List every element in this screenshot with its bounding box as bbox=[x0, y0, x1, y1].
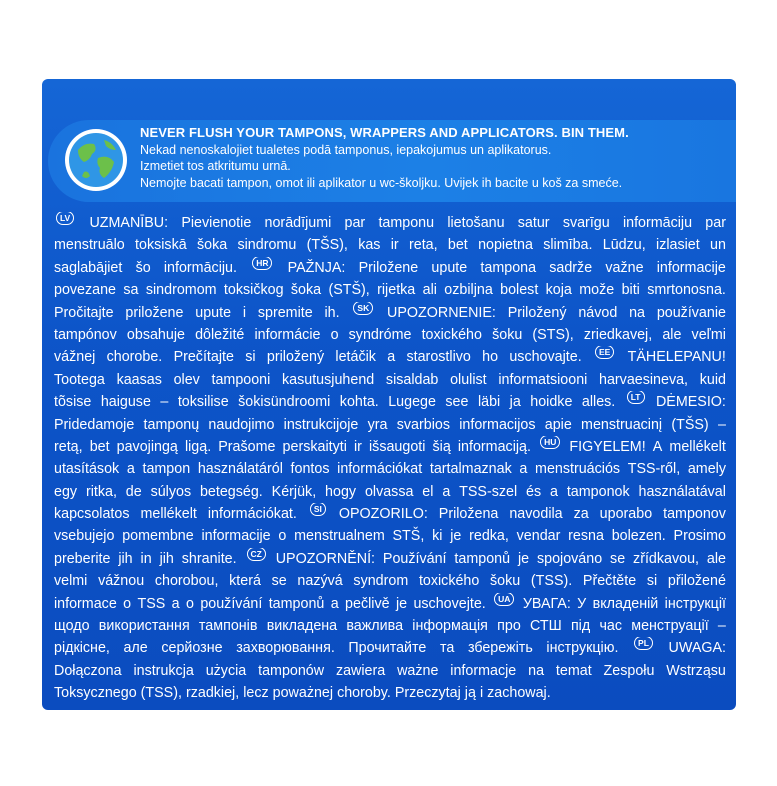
text-line bbox=[54, 525, 726, 547]
word: a bbox=[550, 483, 558, 500]
word: tampónov bbox=[54, 326, 117, 343]
word: lietošanu bbox=[447, 215, 505, 231]
word: harvaesineva, bbox=[599, 371, 689, 388]
word: lecz bbox=[243, 685, 269, 702]
word: na bbox=[528, 662, 545, 679]
text-line bbox=[54, 414, 726, 436]
word: važne bbox=[605, 259, 644, 276]
text-line bbox=[54, 481, 726, 503]
word: PAŽNJA: bbox=[287, 259, 346, 276]
word: hoidke bbox=[530, 394, 573, 411]
word: in bbox=[140, 550, 152, 567]
word: si bbox=[646, 573, 658, 590]
word: izlasiet bbox=[656, 237, 700, 254]
word: išsaugoti bbox=[369, 438, 426, 455]
word: kohta. bbox=[339, 394, 379, 411]
word: šokisündroomi bbox=[238, 394, 331, 411]
word: par bbox=[344, 215, 366, 231]
word: використання bbox=[98, 618, 190, 635]
word: СТШ bbox=[530, 618, 562, 635]
word: (TŠS) bbox=[671, 416, 709, 433]
word: kaasas bbox=[116, 371, 162, 388]
language-code-badge: EE bbox=[595, 346, 614, 359]
word: povezane bbox=[54, 282, 117, 299]
word: інструкції bbox=[664, 595, 726, 612]
word: hogy bbox=[325, 483, 357, 500]
word: priložene bbox=[125, 304, 184, 321]
disposal-warning bbox=[140, 125, 730, 191]
word: i bbox=[479, 685, 484, 702]
word: У bbox=[577, 595, 587, 612]
word: je bbox=[395, 595, 408, 612]
word: vendar bbox=[516, 528, 561, 545]
language-code-badge: UA bbox=[494, 593, 514, 606]
word: se bbox=[271, 573, 287, 590]
word: je bbox=[517, 550, 530, 567]
word: fontos bbox=[290, 461, 330, 478]
word: informāciju. bbox=[163, 259, 237, 276]
word: može bbox=[579, 282, 615, 299]
word: vsebujejo bbox=[54, 528, 115, 545]
word: šoka bbox=[196, 237, 228, 254]
word: jih bbox=[159, 550, 174, 567]
word: svarīgu bbox=[562, 215, 610, 231]
word: temat bbox=[555, 662, 592, 679]
word: információkat bbox=[337, 461, 423, 478]
word: upute bbox=[195, 304, 232, 321]
word: tamponų bbox=[143, 416, 200, 433]
word: a bbox=[126, 461, 135, 478]
text-line bbox=[54, 593, 726, 615]
word: see bbox=[445, 394, 469, 411]
word: saglabājiet bbox=[54, 259, 123, 276]
word: obsahuje bbox=[126, 326, 185, 343]
word: používání bbox=[200, 595, 263, 612]
word: súlyos bbox=[150, 483, 192, 500]
word: TSS bbox=[137, 595, 166, 612]
word: za bbox=[573, 506, 589, 523]
word: sa bbox=[123, 282, 139, 299]
word: syndrom bbox=[353, 573, 409, 590]
text-line bbox=[54, 503, 726, 525]
text-line bbox=[54, 458, 726, 480]
word: upute bbox=[431, 259, 468, 276]
word: викладена bbox=[266, 618, 338, 635]
text-line bbox=[54, 234, 726, 256]
word: tamponů bbox=[454, 550, 511, 567]
text-line bbox=[54, 570, 726, 592]
word: Lugege bbox=[388, 394, 436, 411]
word: Pridedamoje bbox=[54, 416, 135, 433]
word: Dołączona bbox=[54, 662, 122, 679]
word: velmi bbox=[54, 573, 88, 590]
word: важлива bbox=[346, 618, 404, 635]
word: olulist bbox=[450, 371, 487, 388]
word: Wstrząsu bbox=[666, 662, 726, 679]
word: a bbox=[519, 461, 528, 478]
word: menstruációs bbox=[535, 461, 621, 478]
word: vážnou bbox=[98, 573, 145, 590]
word: Priložena bbox=[438, 506, 499, 523]
word: smrtonosna. bbox=[647, 282, 726, 299]
globe-icon bbox=[64, 128, 128, 192]
word: informácie bbox=[254, 326, 321, 343]
word: chorobou, bbox=[154, 573, 219, 590]
word: menstruālo bbox=[54, 237, 125, 254]
word: kapcsolatos bbox=[54, 506, 130, 523]
word: resna bbox=[568, 528, 604, 545]
text-line bbox=[54, 548, 726, 570]
word: a bbox=[387, 349, 396, 366]
word: TÄHELEPANU! bbox=[627, 349, 726, 366]
word: Přečtěte bbox=[582, 573, 637, 590]
word: informace bbox=[54, 595, 117, 612]
word: chorobe. bbox=[106, 349, 163, 366]
word: betegség. bbox=[199, 483, 263, 500]
word: nazývá bbox=[297, 573, 343, 590]
word: naudojimo bbox=[208, 416, 275, 433]
text-line bbox=[54, 257, 726, 279]
word: toxického bbox=[418, 573, 480, 590]
word: šią bbox=[432, 438, 451, 455]
word: tamponů bbox=[268, 595, 325, 612]
text-line bbox=[54, 302, 726, 324]
word: o bbox=[278, 528, 287, 545]
word: toxického bbox=[421, 326, 482, 343]
word: ale bbox=[706, 550, 726, 567]
word: tampooni bbox=[211, 371, 271, 388]
word: ważne bbox=[397, 662, 439, 679]
word: veľmi bbox=[691, 326, 726, 343]
word: ritka, bbox=[85, 483, 117, 500]
word: instrukcja bbox=[133, 662, 194, 679]
warning-latvian-2: Izmetiet tos atkritumu urnā. bbox=[140, 159, 291, 173]
text-line bbox=[54, 369, 726, 391]
word: bolezen. bbox=[611, 528, 666, 545]
word: se bbox=[610, 550, 626, 567]
word: přiložené bbox=[667, 573, 726, 590]
word: o bbox=[330, 326, 339, 343]
word: TSS-szel bbox=[459, 483, 518, 500]
word: norādījumi bbox=[264, 215, 332, 231]
word: – bbox=[717, 416, 726, 433]
text-line bbox=[54, 324, 726, 346]
word: sindromu bbox=[237, 237, 297, 254]
word: syndróme bbox=[348, 326, 412, 343]
word: läbi bbox=[477, 394, 501, 411]
text-line bbox=[54, 436, 726, 458]
language-code-badge: SI bbox=[310, 503, 326, 516]
word: toksilise bbox=[177, 394, 229, 411]
language-code-badge: LT bbox=[627, 391, 645, 404]
language-code-badge: HU bbox=[540, 436, 560, 449]
word: Prašome bbox=[218, 438, 276, 455]
word: інформація bbox=[412, 618, 488, 635]
word: Zespołu bbox=[603, 662, 655, 679]
word: poważnej bbox=[272, 685, 334, 702]
text-line bbox=[54, 660, 726, 682]
word: šoku bbox=[492, 326, 523, 343]
multilingual-warning-text bbox=[54, 212, 726, 702]
word: uschovajte. bbox=[509, 349, 582, 366]
word: інструкцію. bbox=[546, 640, 619, 657]
word: a bbox=[330, 595, 339, 612]
language-code-badge: LV bbox=[56, 212, 74, 225]
word: spremite bbox=[257, 304, 313, 321]
word: zachowaj. bbox=[487, 685, 551, 702]
word: та bbox=[439, 640, 455, 657]
word: informaciją. bbox=[457, 438, 531, 455]
word: zriedkavej, bbox=[583, 326, 653, 343]
word: és bbox=[526, 483, 542, 500]
word: Przeczytaj bbox=[394, 685, 461, 702]
word: rzadkiej, bbox=[185, 685, 240, 702]
word: Prosimo bbox=[673, 528, 726, 545]
word: (TSS). bbox=[530, 573, 573, 590]
word: informāciju bbox=[622, 215, 693, 231]
word: вкладеній bbox=[592, 595, 659, 612]
word: letáčik bbox=[335, 349, 376, 366]
word: sadrže bbox=[549, 259, 593, 276]
word: olev bbox=[173, 371, 200, 388]
text-line bbox=[54, 279, 726, 301]
word: але bbox=[123, 640, 148, 657]
word: dôležité bbox=[195, 326, 245, 343]
word: FIGYELEM! bbox=[569, 438, 646, 455]
word: ligą. bbox=[184, 438, 212, 455]
word: pomembne bbox=[122, 528, 194, 545]
word: тампонів bbox=[198, 618, 258, 635]
word: kuid bbox=[699, 371, 726, 388]
word: rijetka bbox=[377, 282, 416, 299]
word: zawiera bbox=[335, 662, 386, 679]
word: de bbox=[125, 483, 142, 500]
word: mellékelt bbox=[140, 506, 197, 523]
word: ho bbox=[482, 349, 499, 366]
word: használatáról bbox=[197, 461, 283, 478]
word: menstrualnem bbox=[294, 528, 385, 545]
word: tamponok bbox=[566, 483, 630, 500]
word: která bbox=[229, 573, 261, 590]
word: használatával bbox=[638, 483, 726, 500]
word: ir bbox=[390, 237, 399, 254]
word: alles. bbox=[581, 394, 616, 411]
word: tamponu bbox=[378, 215, 435, 231]
word: zřídkavou, bbox=[633, 550, 700, 567]
text-line bbox=[54, 212, 726, 234]
word: tampona bbox=[480, 259, 537, 276]
word: (TSS), bbox=[140, 685, 182, 702]
word: mellékelt bbox=[669, 438, 726, 455]
word: yra bbox=[367, 416, 388, 433]
word: UWAGA: bbox=[668, 640, 726, 657]
word: sisaldab bbox=[385, 371, 439, 388]
text-line bbox=[54, 391, 726, 413]
word: biti bbox=[621, 282, 640, 299]
word: perskaityti bbox=[282, 438, 347, 455]
word: na bbox=[629, 304, 645, 321]
word: információkat. bbox=[207, 506, 297, 523]
word: tamponów bbox=[258, 662, 325, 679]
text-line bbox=[54, 637, 726, 659]
word: informacje bbox=[450, 662, 517, 679]
word: Kérjük, bbox=[271, 483, 317, 500]
word: informacijos bbox=[459, 416, 536, 433]
word: захворювання. bbox=[236, 640, 335, 657]
word: ki bbox=[432, 528, 443, 545]
word: tartalmaznak bbox=[429, 461, 512, 478]
word: preberite bbox=[54, 550, 111, 567]
word: spojováno bbox=[536, 550, 603, 567]
word: Toksycznego bbox=[54, 685, 137, 702]
language-code-badge: CZ bbox=[247, 548, 266, 561]
word: bolest bbox=[500, 282, 539, 299]
word: o bbox=[123, 595, 132, 612]
word: менструації bbox=[631, 618, 709, 635]
word: ih. bbox=[324, 304, 340, 321]
word: šo bbox=[135, 259, 151, 276]
word: instrukcijoje bbox=[283, 416, 359, 433]
word: starostlivo bbox=[406, 349, 471, 366]
word: toksičkog bbox=[223, 282, 284, 299]
word: a bbox=[442, 483, 451, 500]
word: UPOZORNĚNÍ: bbox=[275, 550, 376, 567]
word: (STŠ), bbox=[328, 282, 370, 299]
word: o bbox=[186, 595, 194, 612]
word: Tootega bbox=[54, 371, 105, 388]
word: koja bbox=[545, 282, 572, 299]
word: Pročitajte bbox=[54, 304, 114, 321]
word: OPOZORILO: bbox=[338, 506, 428, 523]
word: DĖMESIO: bbox=[655, 394, 726, 411]
word: під bbox=[570, 618, 591, 635]
word: STŠ, bbox=[392, 528, 425, 545]
word: Pievienotie bbox=[181, 215, 252, 231]
language-code-badge: HR bbox=[252, 257, 272, 270]
word: ale bbox=[662, 326, 682, 343]
word: kas bbox=[358, 237, 381, 254]
word: ja bbox=[509, 394, 521, 411]
warning-english: NEVER FLUSH YOUR TAMPONS, WRAPPERS AND APPLICATORS. BIN THEM. bbox=[140, 125, 629, 140]
word: UPOZORNENIE: bbox=[387, 304, 496, 321]
word: apie bbox=[544, 416, 572, 433]
word: vážnej bbox=[54, 349, 96, 366]
word: tamponov bbox=[663, 506, 726, 523]
word: šoka bbox=[290, 282, 322, 299]
word: kasutusjuhend bbox=[282, 371, 375, 388]
word: щодо bbox=[54, 618, 90, 635]
word: používanie bbox=[656, 304, 726, 321]
word: choroby. bbox=[337, 685, 391, 702]
word: UZMANĪBU: bbox=[89, 215, 169, 231]
word: menstruacinį bbox=[581, 416, 663, 433]
word: pečlivě bbox=[345, 595, 390, 612]
word: ozbiljna bbox=[444, 282, 493, 299]
word: ją bbox=[464, 685, 476, 702]
word: haiguse bbox=[100, 394, 151, 411]
word: amely bbox=[687, 461, 726, 478]
word: про bbox=[497, 618, 521, 635]
word: návod bbox=[578, 304, 618, 321]
word: bet bbox=[89, 438, 110, 455]
word: nopietna bbox=[478, 237, 533, 254]
word: si bbox=[245, 349, 256, 366]
word: użycia bbox=[205, 662, 247, 679]
word: informacije bbox=[201, 528, 271, 545]
word: – bbox=[160, 394, 169, 411]
word: a bbox=[171, 595, 180, 612]
word: tõsise bbox=[54, 394, 92, 411]
word: uschovejte. bbox=[413, 595, 486, 612]
word: jih bbox=[118, 550, 133, 567]
word: УВАГА: bbox=[522, 595, 571, 612]
word: ali bbox=[422, 282, 437, 299]
word: серйозне bbox=[161, 640, 223, 657]
word: satur bbox=[517, 215, 550, 231]
word: pavojingą bbox=[116, 438, 178, 455]
word: Prečítajte bbox=[173, 349, 234, 366]
word: par bbox=[705, 215, 726, 231]
word: toksiskā bbox=[135, 237, 187, 254]
word: Lūdzu, bbox=[602, 237, 646, 254]
language-code-badge: SK bbox=[353, 302, 373, 315]
word: retą, bbox=[54, 438, 83, 455]
word: svarbios bbox=[396, 416, 450, 433]
word: ir bbox=[353, 438, 362, 455]
word: Priložene bbox=[358, 259, 419, 276]
word: sindromom bbox=[145, 282, 217, 299]
word: – bbox=[717, 618, 726, 635]
word: shranite. bbox=[181, 550, 237, 567]
word: redka, bbox=[469, 528, 509, 545]
word: tampon bbox=[142, 461, 191, 478]
text-line bbox=[54, 346, 726, 368]
word: šoku bbox=[490, 573, 521, 590]
warning-latvian-1: Nekad nenoskalojiet tualetes podā tamponus, iepakojumus un aplikatorus. bbox=[140, 142, 552, 157]
word: рідкісне, bbox=[54, 640, 110, 657]
word: Používání bbox=[382, 550, 447, 567]
text-line bbox=[54, 615, 726, 637]
word: TSS-ről, bbox=[627, 461, 681, 478]
word: (STS), bbox=[532, 326, 574, 343]
word: час bbox=[599, 618, 622, 635]
word: egy bbox=[54, 483, 78, 500]
word: Priložený bbox=[507, 304, 567, 321]
word: priložený bbox=[266, 349, 325, 366]
word: bet bbox=[447, 237, 468, 254]
word: el bbox=[422, 483, 434, 500]
word: uporabo bbox=[599, 506, 653, 523]
word: i bbox=[242, 304, 247, 321]
word: Прочитайте bbox=[348, 640, 427, 657]
word: je bbox=[450, 528, 462, 545]
word: informatsiooni bbox=[498, 371, 588, 388]
word: un bbox=[710, 237, 726, 254]
text-line bbox=[54, 682, 726, 704]
word: informacije bbox=[656, 259, 726, 276]
word: reta, bbox=[408, 237, 438, 254]
word: olvassa bbox=[364, 483, 414, 500]
language-code-badge: PL bbox=[634, 637, 653, 650]
word: A bbox=[652, 438, 663, 455]
word: (TŠS), bbox=[306, 237, 348, 254]
word: utasítások bbox=[54, 461, 120, 478]
word: збережіть bbox=[467, 640, 533, 657]
warning-croatian: Nemojte bacati tampon, omot ili aplikator u wc-školjku. Uvijek ih bacite u koš za smeće. bbox=[140, 175, 623, 190]
word: slimība. bbox=[543, 237, 593, 254]
word: navodila bbox=[509, 506, 563, 523]
